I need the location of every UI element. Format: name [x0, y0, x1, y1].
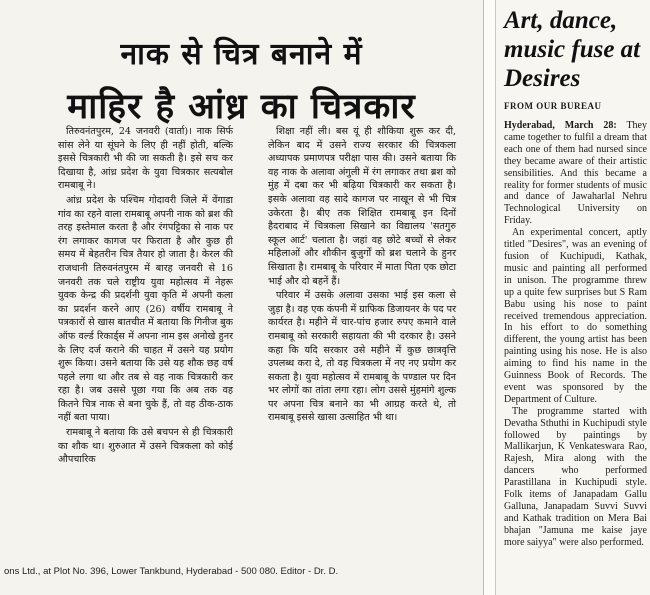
article-column-2: [268, 125, 456, 426]
dateline: Hyderabad, March 28:: [504, 120, 617, 131]
article-paragraph: The programme started with Devatha Sthuthi in Kuchipudi style followed by paintings by Mallikarjun, K Venkateswara Rao, Rajesh, Mira along with the dancers who performed Parastillana in Kuchipudi style. Folk items of Janapadam Gallu Galluna, Janapadam Suvvi Suvvi and Kathak tradition on Mera Bai bhajan "Jamuna me kaise jaye more saiyya" were also performed.: [504, 405, 647, 548]
headline-line-2: माहिर है आंध्र का चित्रकार: [67, 87, 416, 127]
article-paragraph: [504, 120, 647, 227]
article-paragraph: An experimental concert, aptly titled "Desires", was an evening of fusion of Kuchipudi, Kathak, music and painting all performed in unison. The programme threw up a quite few surprises but S Ram Babu using his nose to paint received tremendous appreciation. In his effort to do something different, the young artist has been painting using his nose. He is also aiming to find his name in the Guinness Book of Records. The event was sponsored by the Department of Culture.: [504, 227, 647, 405]
column2-paragraph: परिवार में उसके अलावा उसका भाई इस कला से जुड़ा है। वह एक कंपनी में ग्राफिक डिजायनर के पद पर कार्यरत है। महीने में चार-पांच हजार रुपए कमाने वाले रामबाबू को सरकारी सहायता की भी दरकार है। उसने कहा कि यदि सरकार उसे महीने में कुछ छात्रवृत्ति उपलब्ध करा दे, तो वह चित्रकला में नए नए प्रयोग कर सकता है। युवा महोत्सव में रामबाबू के पण्डाल पर दिन भर लोगों का तांता लगा रहा। लोग उससे मुंहमांगे शुल्क पर अपना चित्र बनाने का भी आग्रह करते थे, तो रामबाबू इससे खासा उत्साहित भी था।: [268, 290, 456, 424]
byline: FROM OUR BUREAU: [504, 101, 602, 111]
paragraph-text: They came together to fulfil a dream that each one of them had nursed since they became aware of their artistic sensibilities. And this became a reality for former students of music and dance of Jawaharlal Nehru Technological University on Friday.: [504, 120, 647, 227]
article-column-1: [58, 125, 233, 468]
headline-line-1: नाक से चित्र बनाने में: [120, 37, 363, 72]
column2-paragraph: शिक्षा नहीं ली। बस यूं ही शौकिया शुरू कर दी, लेकिन बाद में उसने राज्य सरकार की चित्रकला अध्यापक प्रमाणपत्र परीक्षा पास की। उसने बताया कि वह नाक के अलावा अंगुली में रंग लगाकर तथा ब्रश को मुंह में दबा कर भी बढ़िया चित्रकारी कर सकता है। इसके अलावा वह सादे कागज पर नाखून से भी चित्र उकेरता है। बीए तक शिक्षित रामबाबू इन दिनों हैदराबाद में चित्रकला सिखाने का विद्यालय 'सतगुरु स्कूल आर्ट' चलाता है। जहां वह छोटे बच्चों से लेकर महिलाओं और शौकीन बुजुर्गों को ब्रश चलाने के हुनर सिखाता है। रामबाबू के परिवार में माता पिता एक छोटा भाई और दो बहनें हैं।: [268, 126, 456, 287]
english-news-clipping: [495, 0, 650, 595]
column1-paragraph: आंध्र प्रदेश के पश्चिम गोदावरी जिले में वेंगाडा गांव का रहने वाला रामबाबू अपनी नाक को ब्रश की तरह इस्तेमाल करता है और रंगपट्टिका से नाक पर रंग लगाकर कागज पर फिराता है और कुछ ही समय में बेहतरीन चित्र तैयार हो जाता है। केरल की राजधानी तिरुवनंतपुरम में बारह जनवरी से 16 जनवरी तक चले राष्ट्रीय युवा महोत्सव में नेहरू युवक केन्द्र की प्रदर्शनी युवा कृति में अपनी कला का प्रदर्शन करने आए (26) वर्षीय रामबाबू ने पत्रकारों से खास बातचीत में बताया कि गिनीज बुक ऑफ वर्ल्ड रिकार्ड्स में अपना नाम इस अनोखे हुनर के लिए दर्ज कराने की चाहत में उसने यह प्रयोग शुरू किया। उसने बताया कि उसे यह शौक छह वर्ष पहले लगा था और तब से वह नाक चित्रकारी कर रहा है। जब उससे पूछा गया कि अब तक वह कितने चित्र नाक से बना चुके हैं, तो वह ठीक-ठाक नहीं बता पाया।: [58, 194, 233, 424]
imprint-footer: ons Ltd., at Plot No. 396, Lower Tankbund, Hyderabad - 500 080. Editor - Dr. D.: [4, 566, 339, 577]
article-headline: Art, dance, music fuse at Desires: [504, 7, 641, 92]
column1-paragraph: तिरुवनंतपुरम, 24 जनवरी (वार्ता)। नाक सिर्फ सांस लेने या सूंघने के लिए ही नहीं होती, बल्कि इससे चित्रकारी भी की जा सकती है। इसे सच कर दिखाया है, आंध्र प्रदेश के युवा चित्रकार सत्यबोल रामबाबू ने।: [58, 126, 233, 192]
column1-paragraph: रामबाबू ने बताया कि उसे बचपन से ही चित्रकारी का शौक था। शुरुआत में उसने चित्रकला को कोई औपचारिक: [58, 427, 233, 466]
article-body: [504, 120, 647, 549]
